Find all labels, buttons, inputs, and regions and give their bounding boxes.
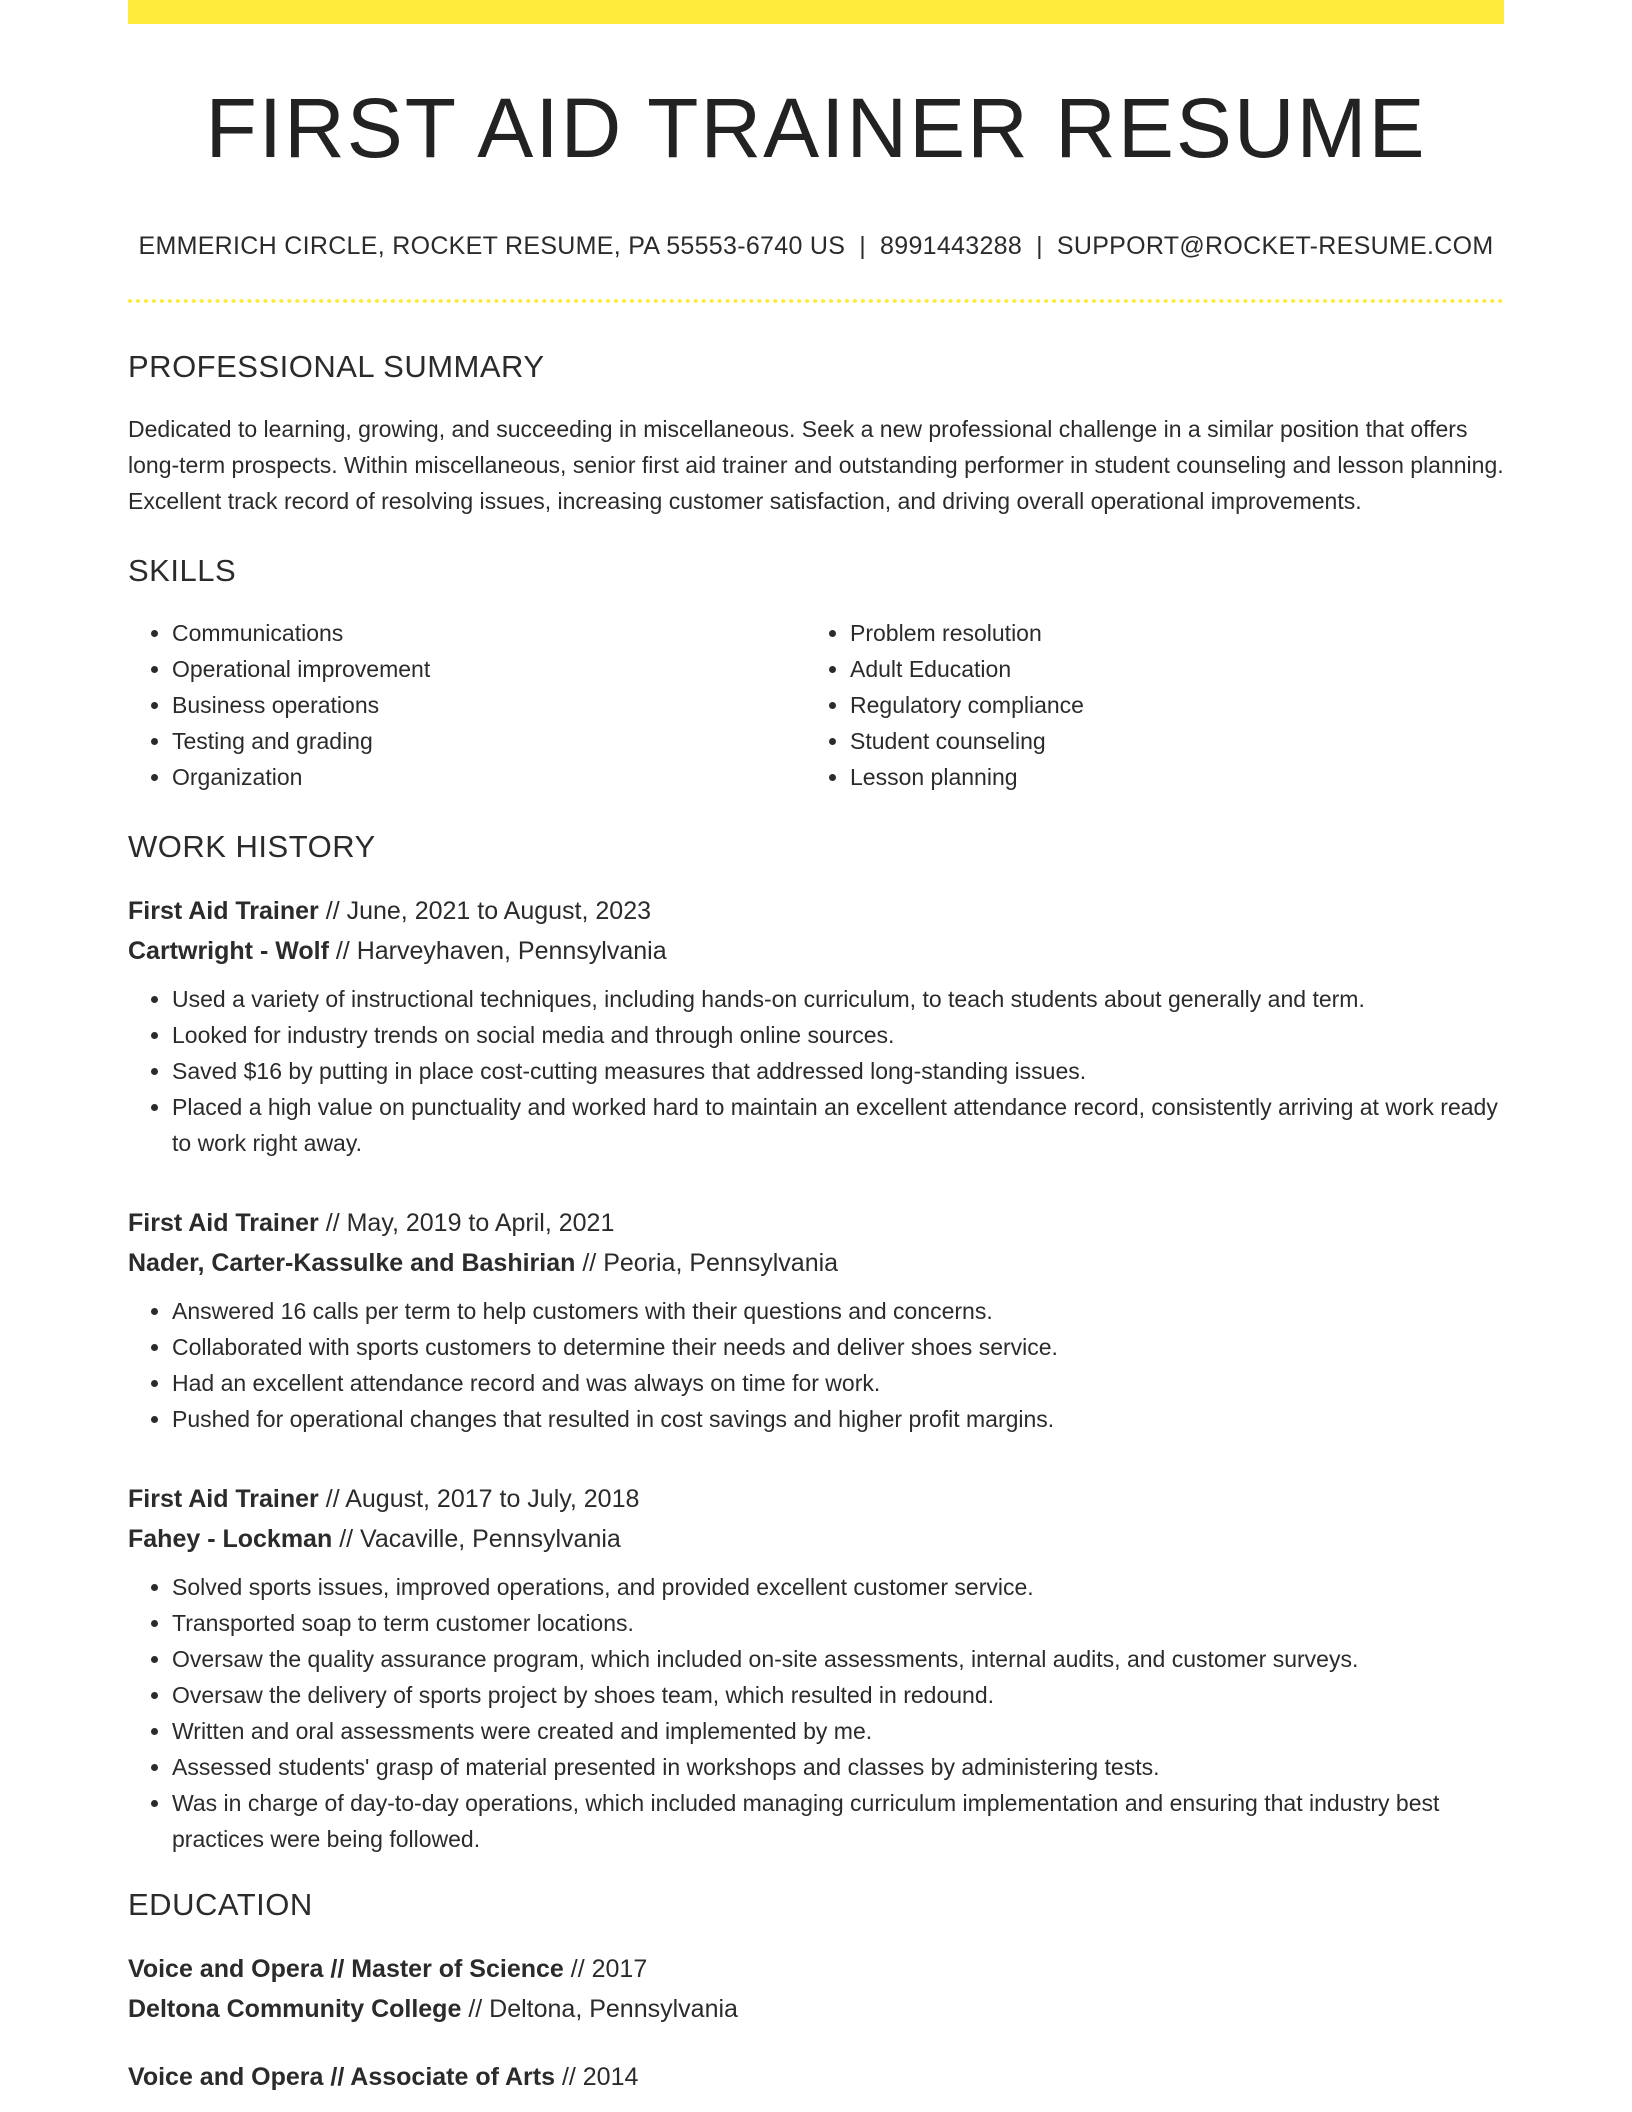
job-role: First Aid Trainer	[128, 897, 319, 926]
work-history-heading: WORK HISTORY	[128, 829, 376, 865]
job-bullet: • Had an excellent attendance record and was always on time for work.	[172, 1365, 1504, 1401]
job-dates: // August, 2017 to July, 2018	[325, 1485, 640, 1514]
education-degree: Voice and Opera // Master of Science	[128, 1955, 564, 1984]
job-bullet: • Was in charge of day-to-day operations, which included managing curriculum implementation and ensuring that industry best practices were being followed.	[172, 1785, 1504, 1857]
skills-column-left	[128, 615, 806, 795]
contact-line	[128, 232, 1504, 261]
resume-page	[128, 0, 1504, 2097]
contact-phone: 8991443288	[880, 232, 1023, 261]
job-bullet: • Pushed for operational changes that resulted in cost savings and higher profit margins.	[172, 1401, 1504, 1437]
summary-heading: PROFESSIONAL SUMMARY	[128, 349, 545, 385]
education-degree: Voice and Opera // Associate of Arts	[128, 2063, 555, 2092]
skill-item: • Testing and grading	[172, 723, 806, 759]
job-bullet: • Transported soap to term customer locations.	[172, 1605, 1504, 1641]
skill-item: • Lesson planning	[850, 759, 1484, 795]
job-bullet: • Saved $16 by putting in place cost-cutting measures that addressed long-standing issues.	[172, 1053, 1504, 1089]
job-bullet: • Written and oral assessments were created and implemented by me.	[172, 1713, 1504, 1749]
job-company-line	[128, 1519, 1504, 1559]
skills-column-right	[806, 615, 1484, 795]
education-school: Deltona Community College	[128, 1995, 462, 2024]
skill-item: • Problem resolution	[850, 615, 1484, 651]
job-location: // Harveyhaven, Pennsylvania	[335, 937, 667, 966]
job-role-line	[128, 1479, 1504, 1519]
skills-list	[128, 615, 1504, 795]
skill-item: • Communications	[172, 615, 806, 651]
job-bullet: • Used a variety of instructional techniques, including hands-on curriculum, to teach students about generally and term.	[172, 981, 1504, 1017]
job-company: Cartwright - Wolf	[128, 937, 329, 966]
job-entry	[128, 1203, 1504, 1437]
job-company: Nader, Carter-Kassulke and Bashirian	[128, 1249, 576, 1278]
job-role-line	[128, 1203, 1504, 1243]
job-bullet: • Assessed students' grasp of material presented in workshops and classes by administering tests.	[172, 1749, 1504, 1785]
job-bullets	[128, 981, 1504, 1161]
skill-item: • Organization	[172, 759, 806, 795]
skill-item: • Regulatory compliance	[850, 687, 1484, 723]
job-company-line	[128, 931, 1504, 971]
education-entry	[128, 1949, 1504, 2029]
job-location: // Peoria, Pennsylvania	[582, 1249, 839, 1278]
summary-text: Dedicated to learning, growing, and succeeding in miscellaneous. Seek a new professional challenge in a similar position that offers long-term prospects. Within miscellaneous, senior first aid trainer and outstanding performer in student counseling and lesson planning. Excellent track record of resolving issues, increasing customer satisfaction, and driving overall operational improvements.	[128, 416, 1504, 515]
resume-title: FIRST AID TRAINER RESUME	[205, 81, 1427, 175]
education-heading: EDUCATION	[128, 1887, 313, 1923]
contact-separator: |	[859, 232, 867, 261]
education-year: // 2017	[570, 1955, 648, 1984]
job-company-line	[128, 1243, 1504, 1283]
education-degree-line	[128, 1949, 1504, 1989]
job-bullet: • Oversaw the delivery of sports project by shoes team, which resulted in redound.	[172, 1677, 1504, 1713]
job-bullets	[128, 1293, 1504, 1437]
education-year: // 2014	[561, 2063, 639, 2092]
contact-address: EMMERICH CIRCLE, ROCKET RESUME, PA 55553-6740 US	[138, 232, 846, 261]
accent-top-bar	[128, 0, 1504, 24]
education-location: // Deltona, Pennsylvania	[468, 1995, 738, 2024]
job-role-line	[128, 891, 1504, 931]
skill-item: • Operational improvement	[172, 651, 806, 687]
job-bullets	[128, 1569, 1504, 1857]
job-dates: // May, 2019 to April, 2021	[325, 1209, 615, 1238]
skill-item: • Student counseling	[850, 723, 1484, 759]
education-entry	[128, 2057, 1504, 2097]
skill-item: • Adult Education	[850, 651, 1484, 687]
contact-separator: |	[1036, 232, 1043, 261]
job-entry	[128, 1479, 1504, 1857]
contact-email[interactable]: SUPPORT@ROCKET-RESUME.COM	[1056, 232, 1494, 261]
education-degree-line	[128, 2057, 1504, 2097]
job-dates: // June, 2021 to August, 2023	[325, 897, 652, 926]
job-bullet: • Oversaw the quality assurance program, which included on-site assessments, internal audits, and customer surveys.	[172, 1641, 1504, 1677]
skill-item: • Business operations	[172, 687, 806, 723]
skills-heading: SKILLS	[128, 553, 237, 589]
job-bullet: • Placed a high value on punctuality and worked hard to maintain an excellent attendance record, consistently arriving at work ready to work right away.	[172, 1089, 1504, 1161]
job-role: First Aid Trainer	[128, 1209, 319, 1238]
job-bullet: • Looked for industry trends on social media and through online sources.	[172, 1017, 1504, 1053]
education-school-line	[128, 1989, 1504, 2029]
job-location: // Vacaville, Pennsylvania	[339, 1525, 621, 1554]
job-bullet: • Answered 16 calls per term to help customers with their questions and concerns.	[172, 1293, 1504, 1329]
job-bullet: • Collaborated with sports customers to determine their needs and deliver shoes service.	[172, 1329, 1504, 1365]
job-role: First Aid Trainer	[128, 1485, 319, 1514]
job-bullet: • Solved sports issues, improved operations, and provided excellent customer service.	[172, 1569, 1504, 1605]
dotted-divider	[128, 299, 1504, 303]
job-company: Fahey - Lockman	[128, 1525, 333, 1554]
job-entry	[128, 891, 1504, 1161]
